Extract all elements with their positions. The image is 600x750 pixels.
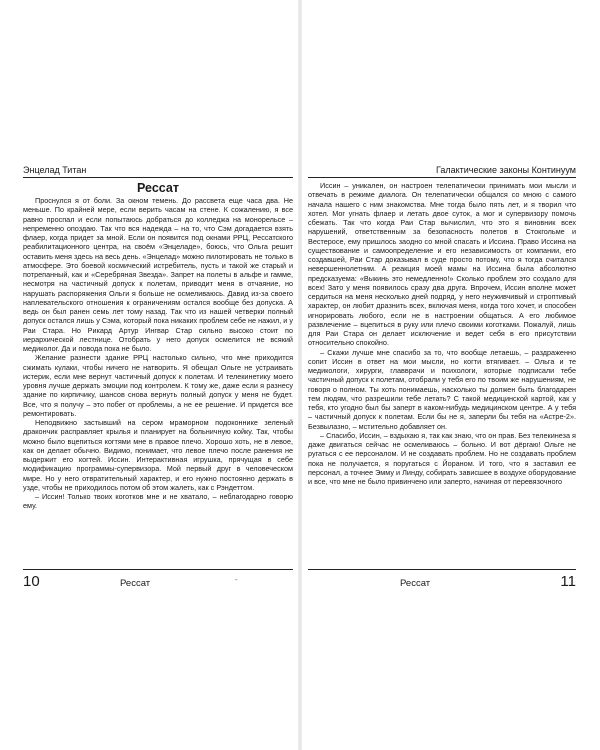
running-header-right: Галактические законы Континуум (435, 165, 576, 175)
page-number-right: 11 (560, 573, 576, 590)
footer-mark: - (235, 575, 238, 584)
paragraph: Желание разнести здание РРЦ настолько сильно, что мне приходится сжимать кулаки, чтобы ничего не натворить. Я обещал Ольге не устраивать истерик, если мне вернут частичный допуск к полетам. И телекинетику моего уровня лучше держать эмоции под контролем. К тому же, даже если я разнесу здание по кирпичику, шансов снова вернуть полный допуск у меня не будет. Все, что я получу – это побег от проблемы, а не ее решение. И придется все ремонтировать. (23, 353, 293, 418)
body-text-right (308, 181, 576, 566)
body-text-left (23, 196, 293, 566)
footer-rule-left (23, 569, 293, 570)
paragraph: Неподвижно застывший на сером мраморном подоконнике зеленый дракончик расправляет крылья и планирует на больничную койку. Так, чтобы можно было вцепиться когтями мне в правое плечо. Хорошо хоть, не в левое, как он делает обычно. Видимо, понимает, что левое плечо после ранения не выдержит его когтей. Иссин. Интерактивная игрушка, прячущая в себе модификацию программы-супервизора. Мой первый друг в человеческом мире. Но у него отвратительный характер, и его нужно постоянно держать в узде, чтобы не приходилось потом об этом жалеть, как с Рэндеттом. (23, 418, 293, 492)
paragraph: Проснулся я от боли. За окном темень. До рассвета еще часа два. Не меньше. По крайней мере, если верить часам на стене. К сожалению, я все равно проспал и если попытаюсь добраться до колледжа на монорельсе – непременно опоздаю. Так что вся надежда – на то, что Сэм догадается взять флаер, когда придет за мной. Если он появится под окнами РРЦ, Рессатского реабилитационного центра, на своём «Энцеладе», боюсь, что Ольга решит оставить меня здесь на весь день. «Энцелад» можно пилотировать не только в атмосфере. Это боевой космический истребитель, пусть и такой же старый и потрепанный, как и «Серебряная Звезда». Запрет на полеты в альфе и гамме, несмотря на частичный допуск к полетам, приводит меня в отчаяние, но нарушать распоряжения Ольги я больше не осмеливаюсь. Давид из-за своего наплевательского отношения к ограничениям остался вообще без допуска. А ведь он был ранен семь лет тому назад. Так что из нашей четверки полный допуск остался лишь у Сэма, который пока никаких проблем себе не нажил, и у Раи Стара. Но Рикард Артур Ингвар Стар сильно высоко стоит по иерархической лестнице. Отобрать у него допуск осмелится не всякий медиколог. Да и повода пока не было. (23, 196, 293, 353)
header-rule-right (308, 177, 576, 178)
paragraph: – Скажи лучше мне спасибо за то, что вообще летаешь, – раздраженно сопит Иссин в ответ на мои мысли, но когти втягивает. – Ольга и те медикологи, хирурги, главврачи и психологи, которые подписали тебе частичный допуск к полетам, отобрали у тебя его по твоим же нарушениям, не говоря о полном. Ты хоть понимаешь, насколько ты должен быть благодарен тем людям, что разрешили тебе летать? С такой медицинской картой, как у тебя, кто угодно был бы заперт в каком-нибудь медицинском центре. А у тебя – частичный допуск к полетам. Если бы не я, заперли бы тебя на «Астре-2». Безвылазно, – мстительно добавляет он. (308, 347, 576, 431)
paragraph: – Спасибо, Иссин, – вздыхаю я, так как знаю, что он прав. Без телекинеза я даже двигаться сейчас не осмеливаюсь – больно. И вот дёргаю! Ольге не ругаться с ее персоналом. И не создавать проблем. Но не создавать проблем пока не получается, я поругаться с Йораном. И того, что я заставил ее персонал, а точнее Эмму и Линду, собирать завиcшее в воздухе оборудование и все, что мне не было привинчено или заперто, начиная от перевязочного (308, 430, 576, 486)
running-header-left: Энцелад Титан (23, 165, 87, 175)
footer-title-left: Рессат (120, 578, 151, 589)
right-page (300, 0, 600, 750)
footer-title-right: Рессат (400, 578, 431, 589)
footer-rule-right (308, 569, 576, 570)
paragraph: – Иссин! Только твоих коготков мне и не хватало, – неблагодарно говорю ему. (23, 492, 293, 511)
page-number-left: 10 (23, 573, 40, 590)
paragraph: Иссин – уникален, он настроен телепатически принимать мои мысли и отвечать в режиме диалога. Он телепатически общался со мною с самого начала нашего с ним знакомства. Мне тогда было пять лет, и я творил что хотел. Мог угнать флаер и летать двое суток, а мог и супервизору помочь сбежать. Так что когда Раи Стар вычислил, что это я виновник всех нарушений, ответственным за безопасность полетов в Стокгольме и Вестеросе, ему пришлось заодно со мной спасать и Иссина. Право Иссина на существование и самоопределение и его независимость от компании, его создавшей, Раи Стар доказывал в суде просто потому, что я тогда считался невершеннолетним. А реакция моей мамы на Иссина была абсолютно предсказуема: «Выкинь это немедленно!» Сколько проблем это создало для всех! Зато у меня появилось сразу два друга. Впрочем, Иссин вполне может сердиться на меня несколько дней подряд, у него неуживчивый и строптивый характер, он любит дразнить всех, включая меня, когда того хочет, и способен игнорировать любого, если не в настроении общаться. А его любимое развлечение – вцепиться в руку или плечо своими коготками. Пожалуй, лишь для Раи Стара он делает исключение и ведет себя в его присутствии относительно спокойно. (308, 181, 576, 348)
chapter-title: Рессат (137, 181, 179, 195)
header-rule-left (23, 177, 293, 178)
